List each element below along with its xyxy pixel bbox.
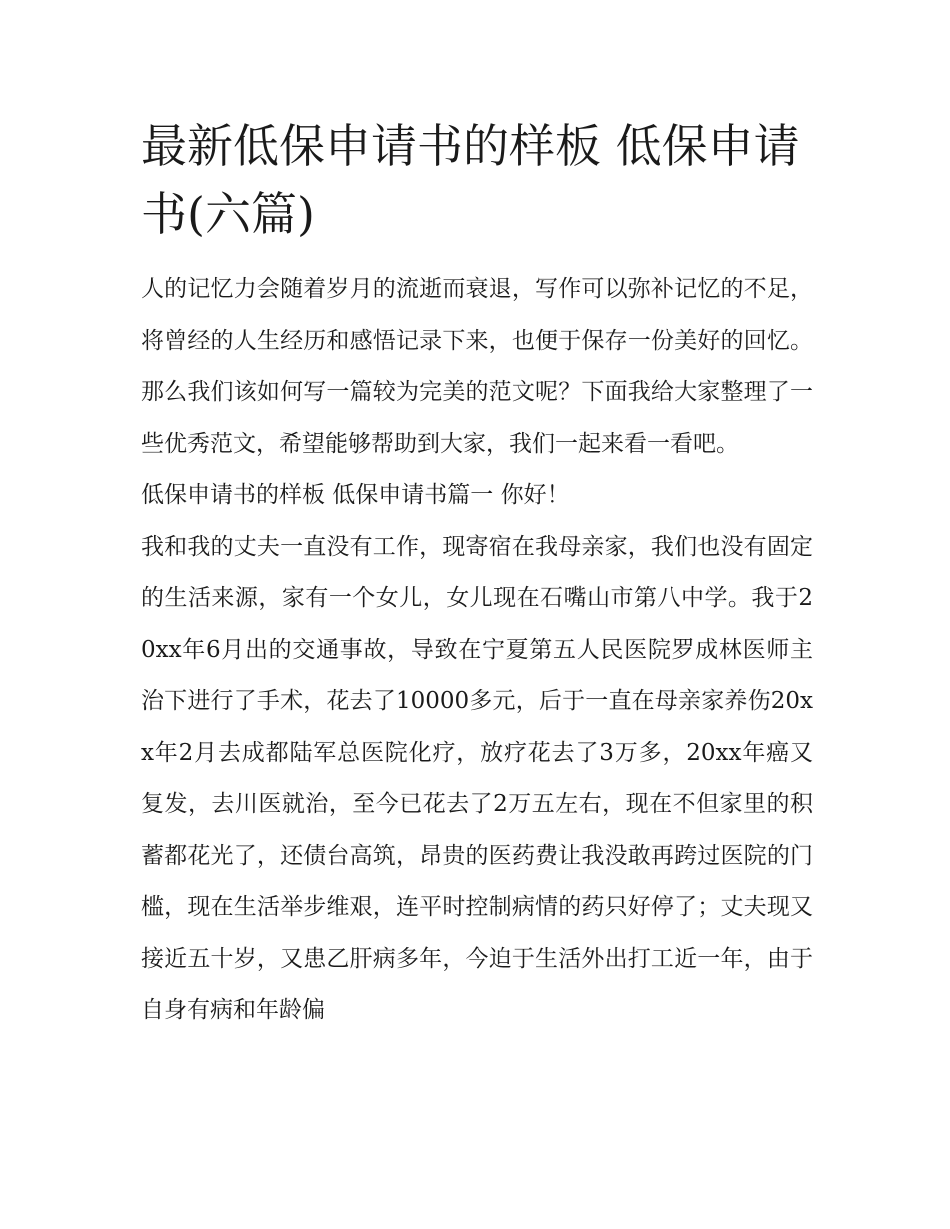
intro-paragraph: 人的记忆力会随着岁月的流逝而衰退，写作可以弥补记忆的不足，将曾经的人生经历和感悟记录下来，也便于保存一份美好的回忆。那么我们该如何写一篇较为完美的范文呢？下面我给大家整理了一些优秀范文，希望能够帮助到大家，我们一起来看一看吧。	[141, 276, 813, 457]
document-content	[141, 112, 813, 1037]
document-title: 最新低保申请书的样板 低保申请书(六篇)	[141, 119, 800, 241]
body-paragraph: 我和我的丈夫一直没有工作，现寄宿在我母亲家，我们也没有固定的生活来源，家有一个女儿，女儿现在石嘴山市第八中学。我于20xx年6月出的交通事故，导致在宁夏第五人民医院罗成林医师主治下进行了手术，花去了10000多元，后于一直在母亲家养伤20xx年2月去成都陆军总医院化疗，放疗花去了3万多，20xx年癌又复发，去川医就治，至今已花去了2万五左右，现在不但家里的积蓄都花光了，还债台高筑，昂贵的医药费让我没敢再跨过医院的门槛，现在生活举步维艰，连平时控制病情的药只好停了；丈夫现又接近五十岁，又患乙肝病多年，今迫于生活外出打工近一年，由于自身有病和年龄偏	[141, 533, 813, 1023]
section-heading-paragraph: 低保申请书的样板 低保申请书篇一 你好！	[141, 482, 570, 508]
